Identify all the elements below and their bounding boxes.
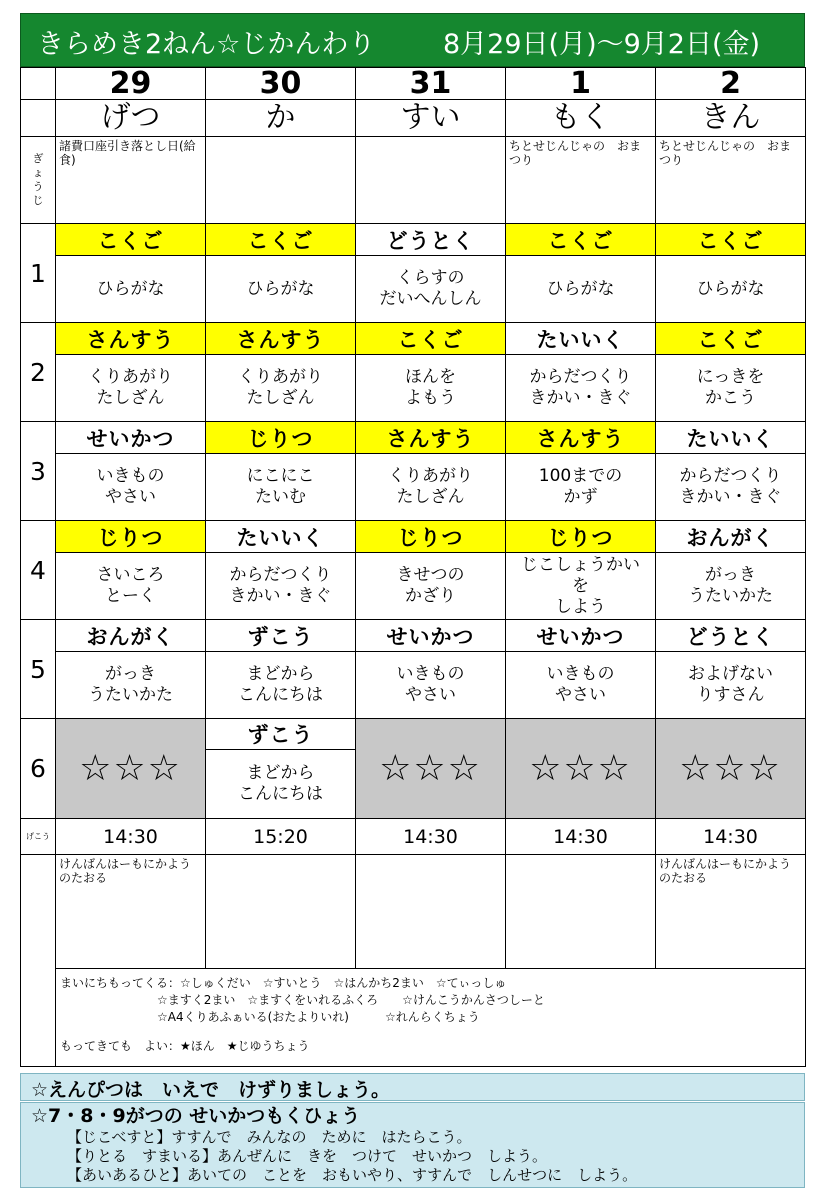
subject-cell: たいいく (206, 521, 356, 553)
topic-line: きかい・きぐ (679, 487, 782, 507)
topic-cell (56, 454, 206, 521)
topic-line: とーく (105, 586, 156, 606)
day-number: 1 (506, 68, 656, 100)
day-name: もく (506, 100, 656, 137)
topic-cell (656, 652, 806, 719)
event-cell: 諸費口座引き落とし日(給食) (56, 137, 206, 224)
topic-cell (356, 454, 506, 521)
dismissal-time: 14:30 (56, 819, 206, 855)
topic-line: きかい・きぐ (229, 586, 332, 606)
topic-cell (206, 652, 356, 719)
topic-cell (206, 553, 356, 620)
topic-line: ひらがな (96, 278, 165, 299)
topic-line: がっき (105, 664, 156, 684)
timetable-title: きらめき2ねん☆じかんわり (37, 29, 376, 60)
topic-line: うたいかた (88, 685, 173, 705)
goals-title: ☆7・8・9がつの せいかつもくひょう (31, 1105, 361, 1127)
subject-cell: どうとく (656, 620, 806, 652)
topic-line: いきもの (546, 664, 615, 684)
timetable-header (20, 13, 805, 67)
topic-cell (656, 256, 806, 323)
topic-line: かず (563, 487, 598, 507)
day-name: すい (356, 100, 506, 137)
monthly-goals (20, 1102, 805, 1188)
topic-line: こんにちは (238, 784, 323, 804)
topic-line: たしざん (396, 487, 465, 507)
topic-line: まどから (246, 664, 315, 684)
topic-line: じこしょうかい (521, 554, 640, 575)
topic-line: たいむ (255, 487, 306, 507)
item-note-cell (356, 855, 506, 969)
topic-line: たしざん (96, 388, 165, 408)
day-name: きん (656, 100, 806, 137)
period-number: 2 (21, 323, 56, 422)
period-number: 5 (21, 620, 56, 719)
topic-line: まどから (246, 763, 315, 783)
period-number: 4 (21, 521, 56, 620)
day-number: 30 (206, 68, 356, 100)
subject-cell: さんすう (56, 323, 206, 355)
spacer (60, 1026, 801, 1038)
subject-cell: おんがく (656, 521, 806, 553)
dismissal-label: げこう (21, 819, 56, 855)
events-label-char: ぎ (32, 152, 44, 165)
topic-cell (206, 355, 356, 422)
goal-line: 【じこべすと】すすんで みんなの ために はたらこう。 (67, 1128, 472, 1146)
topic-line: からだつくり (679, 466, 782, 486)
period-number: 1 (21, 224, 56, 323)
subject-cell: さんすう (506, 422, 656, 454)
topic-line: やさい (105, 487, 156, 507)
subject-cell: おんがく (56, 620, 206, 652)
topic-line: からだつくり (529, 367, 632, 387)
event-cell (356, 137, 506, 224)
pencil-note: ☆えんぴつは いえで けずりましょう。 (20, 1073, 805, 1101)
topic-cell (356, 652, 506, 719)
topic-line: たしざん (246, 388, 315, 408)
period-number: 6 (21, 719, 56, 819)
star-cell: ☆☆☆ (56, 719, 206, 819)
topic-line: にっきを (696, 367, 765, 387)
topic-line: いきもの (396, 664, 465, 684)
bring-list (56, 969, 806, 1067)
topic-line: きせつの (396, 565, 465, 585)
topic-line: さいころ (96, 565, 165, 585)
day-number: 2 (656, 68, 806, 100)
topic-line: りすさん (696, 685, 765, 705)
subject-cell: じりつ (356, 521, 506, 553)
subject-cell: たいいく (506, 323, 656, 355)
item-note-cell: けんばんはーもにかようのたおる (56, 855, 206, 969)
subject-cell: せいかつ (56, 422, 206, 454)
subject-cell: ずこう (206, 719, 356, 750)
topic-cell (56, 256, 206, 323)
subject-cell: じりつ (56, 521, 206, 553)
topic-line: にこにこ (246, 466, 315, 486)
item-note-cell (206, 855, 356, 969)
dismissal-time: 14:30 (506, 819, 656, 855)
event-cell: ちとせじんじゃの おまつり (656, 137, 806, 224)
topic-line: やさい (405, 685, 456, 705)
topic-cell (656, 454, 806, 521)
topic-cell (506, 355, 656, 422)
dismissal-time: 14:30 (356, 819, 506, 855)
topic-line: こんにちは (238, 685, 323, 705)
topic-line: やさい (555, 685, 606, 705)
topic-line: を (572, 575, 589, 596)
topic-line: かこう (705, 388, 756, 408)
goal-line: 【りとる すまいる】あんぜんに きを つけて せいかつ しよう。 (67, 1147, 548, 1165)
topic-cell (56, 355, 206, 422)
subject-cell: せいかつ (506, 620, 656, 652)
bring-line: ☆ますく2まい ☆ますくをいれるふくろ ☆けんこうかんさつしーと (157, 993, 545, 1007)
topic-line: がっき (705, 565, 756, 585)
topic-cell (506, 256, 656, 323)
day-number: 29 (56, 68, 206, 100)
subject-cell: こくご (56, 224, 206, 256)
topic-cell (56, 652, 206, 719)
timetable (20, 67, 806, 1067)
item-note-cell: けんばんはーもにかようのたおる (656, 855, 806, 969)
period-number: 3 (21, 422, 56, 521)
events-label-char: ょ (32, 166, 44, 179)
topic-cell (356, 553, 506, 620)
topic-line: ひらがな (546, 278, 615, 299)
topic-line: よもう (405, 388, 456, 408)
topic-cell (206, 256, 356, 323)
topic-cell (206, 454, 356, 521)
subject-cell: じりつ (206, 422, 356, 454)
topic-cell (506, 652, 656, 719)
optional-line: もってきても よい：★ほん ★じゆうちょう (60, 1039, 310, 1053)
subject-cell: ずこう (206, 620, 356, 652)
goal-line: 【あいあるひと】あいての ことを おもいやり、すすんで しんせつに しよう。 (67, 1166, 638, 1184)
event-cell: ちとせじんじゃの おまつり (506, 137, 656, 224)
star-cell: ☆☆☆ (656, 719, 806, 819)
dismissal-time: 15:20 (206, 819, 356, 855)
day-name: げつ (56, 100, 206, 137)
events-label-char: じ (32, 194, 44, 207)
subject-cell: どうとく (356, 224, 506, 256)
topic-line: しよう (555, 596, 606, 617)
topic-line: くりあがり (88, 367, 173, 387)
topic-cell (656, 355, 806, 422)
topic-line: うたいかた (688, 586, 773, 606)
subject-cell: せいかつ (356, 620, 506, 652)
topic-line: かざり (405, 586, 456, 606)
topic-line: くりあがり (238, 367, 323, 387)
topic-cell (56, 553, 206, 620)
topic-line: ひらがな (246, 278, 315, 299)
topic-line: いきもの (96, 466, 165, 486)
events-label-char: う (32, 180, 44, 193)
topic-line: からだつくり (229, 565, 332, 585)
topic-cell (206, 750, 356, 819)
subject-cell: こくご (656, 224, 806, 256)
corner-cell (21, 68, 56, 100)
subject-cell: さんすう (356, 422, 506, 454)
week-dates: 8月29日(月)〜9月2日(金) (443, 29, 761, 60)
day-name: か (206, 100, 356, 137)
topic-cell (506, 553, 656, 620)
topic-line: ひらがな (696, 278, 765, 299)
subject-cell: こくご (356, 323, 506, 355)
topic-cell (506, 454, 656, 521)
subject-cell: こくご (206, 224, 356, 256)
star-cell: ☆☆☆ (506, 719, 656, 819)
topic-cell (356, 256, 506, 323)
topic-line: およげない (688, 664, 773, 684)
subject-cell: こくご (506, 224, 656, 256)
bring-line: ☆A4くりあふぁいる(おたよりいれ) ☆れんらくちょう (157, 1010, 480, 1024)
topic-cell (356, 355, 506, 422)
topic-line: きかい・きぐ (529, 388, 632, 408)
dismissal-time: 14:30 (656, 819, 806, 855)
topic-line: くらすの (396, 268, 465, 288)
topic-line: 100までの (538, 466, 623, 486)
side-blank (21, 855, 56, 1067)
subject-cell: こくご (656, 323, 806, 355)
topic-line: だいへんしん (379, 289, 482, 309)
topic-cell (656, 553, 806, 620)
events-label (21, 137, 56, 224)
corner-cell (21, 100, 56, 137)
star-cell: ☆☆☆ (356, 719, 506, 819)
event-cell (206, 137, 356, 224)
subject-cell: じりつ (506, 521, 656, 553)
subject-cell: さんすう (206, 323, 356, 355)
bring-line: まいにちもってくる：☆しゅくだい ☆すいとう ☆はんかち2まい ☆てぃっしゅ (60, 976, 507, 990)
day-number: 31 (356, 68, 506, 100)
topic-line: くりあがり (388, 466, 473, 486)
topic-line: ほんを (405, 367, 456, 387)
item-note-cell (506, 855, 656, 969)
subject-cell: たいいく (656, 422, 806, 454)
